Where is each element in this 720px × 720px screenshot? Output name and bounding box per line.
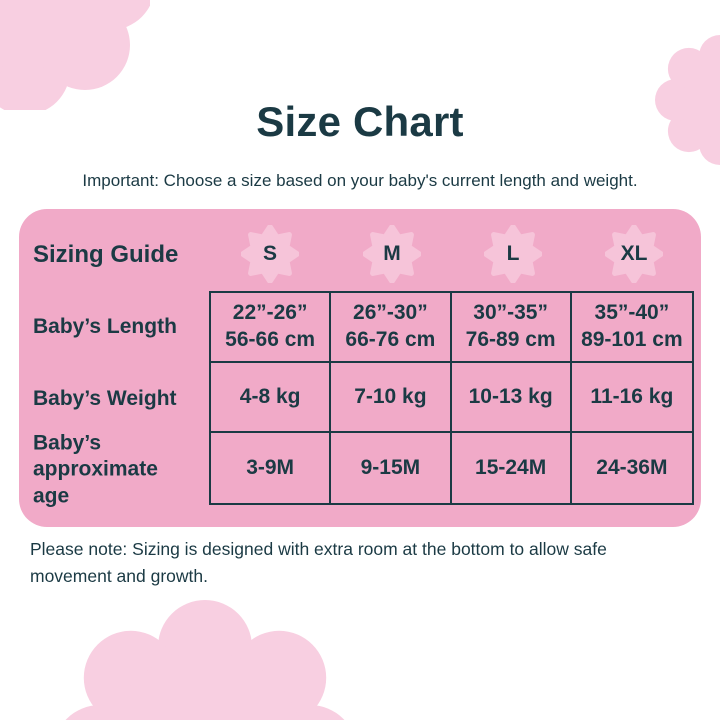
size-table bbox=[209, 291, 694, 505]
cell-age-xl bbox=[572, 433, 692, 503]
cell-weight-m bbox=[331, 363, 451, 433]
size-label-m: M bbox=[383, 242, 401, 265]
page-title: Size Chart bbox=[256, 98, 464, 145]
sizing-guide-label: Sizing Guide bbox=[33, 241, 179, 268]
size-label-xl: XL bbox=[620, 242, 648, 265]
important-note: Important: Choose a size based on your baby's current length and weight. bbox=[82, 171, 638, 190]
row-label-weight: Baby’s Weight bbox=[33, 386, 177, 410]
cell-age-m bbox=[331, 433, 451, 503]
size-label-s: S bbox=[262, 242, 277, 265]
sizing-guide-panel bbox=[19, 209, 701, 527]
row-label-age: Baby’s approximate age bbox=[33, 431, 158, 508]
cell-line: 76-89 cm bbox=[465, 328, 556, 351]
footer-note: Please note: Sizing is designed with extra room at the bottom to allow safe movement and growth. bbox=[30, 539, 607, 586]
cell-weight-s bbox=[211, 363, 331, 433]
cell-line: 30”-35” bbox=[473, 301, 548, 325]
cell-line: 35”-40” bbox=[594, 301, 670, 325]
cell-line: 11-16 kg bbox=[590, 384, 674, 408]
cell-line: 15-24M bbox=[475, 455, 547, 479]
cell-line: 89-101 cm bbox=[581, 328, 683, 351]
row-label-length: Baby’s Length bbox=[33, 314, 177, 338]
size-badge-s bbox=[241, 225, 299, 283]
cell-line: 9-15M bbox=[360, 455, 421, 479]
cell-line: 4-8 kg bbox=[239, 384, 301, 408]
cell-length-m bbox=[331, 293, 451, 363]
cell-length-xl bbox=[572, 293, 692, 363]
cell-line: 56-66 cm bbox=[225, 328, 316, 351]
cell-line: 66-76 cm bbox=[345, 328, 436, 351]
cell-age-l bbox=[452, 433, 572, 503]
cell-line: 26”-30” bbox=[353, 301, 428, 325]
size-badge-m bbox=[363, 225, 421, 283]
cell-line: 24-36M bbox=[596, 455, 668, 479]
cell-line: 22”-26” bbox=[232, 301, 308, 325]
cell-weight-xl bbox=[572, 363, 692, 433]
cell-weight-l bbox=[452, 363, 572, 433]
cell-line: 3-9M bbox=[246, 455, 295, 479]
cell-line: 10-13 kg bbox=[468, 384, 553, 408]
flower-top-left-icon bbox=[0, 0, 150, 110]
cell-line: 7-10 kg bbox=[354, 384, 427, 408]
cell-length-s bbox=[211, 293, 331, 363]
size-label-l: L bbox=[506, 242, 520, 265]
size-badge-xl bbox=[605, 225, 663, 283]
cell-age-s bbox=[211, 433, 331, 503]
cell-length-l bbox=[452, 293, 572, 363]
flower-bottom-left-icon bbox=[45, 595, 365, 720]
size-badge-l bbox=[484, 225, 542, 283]
